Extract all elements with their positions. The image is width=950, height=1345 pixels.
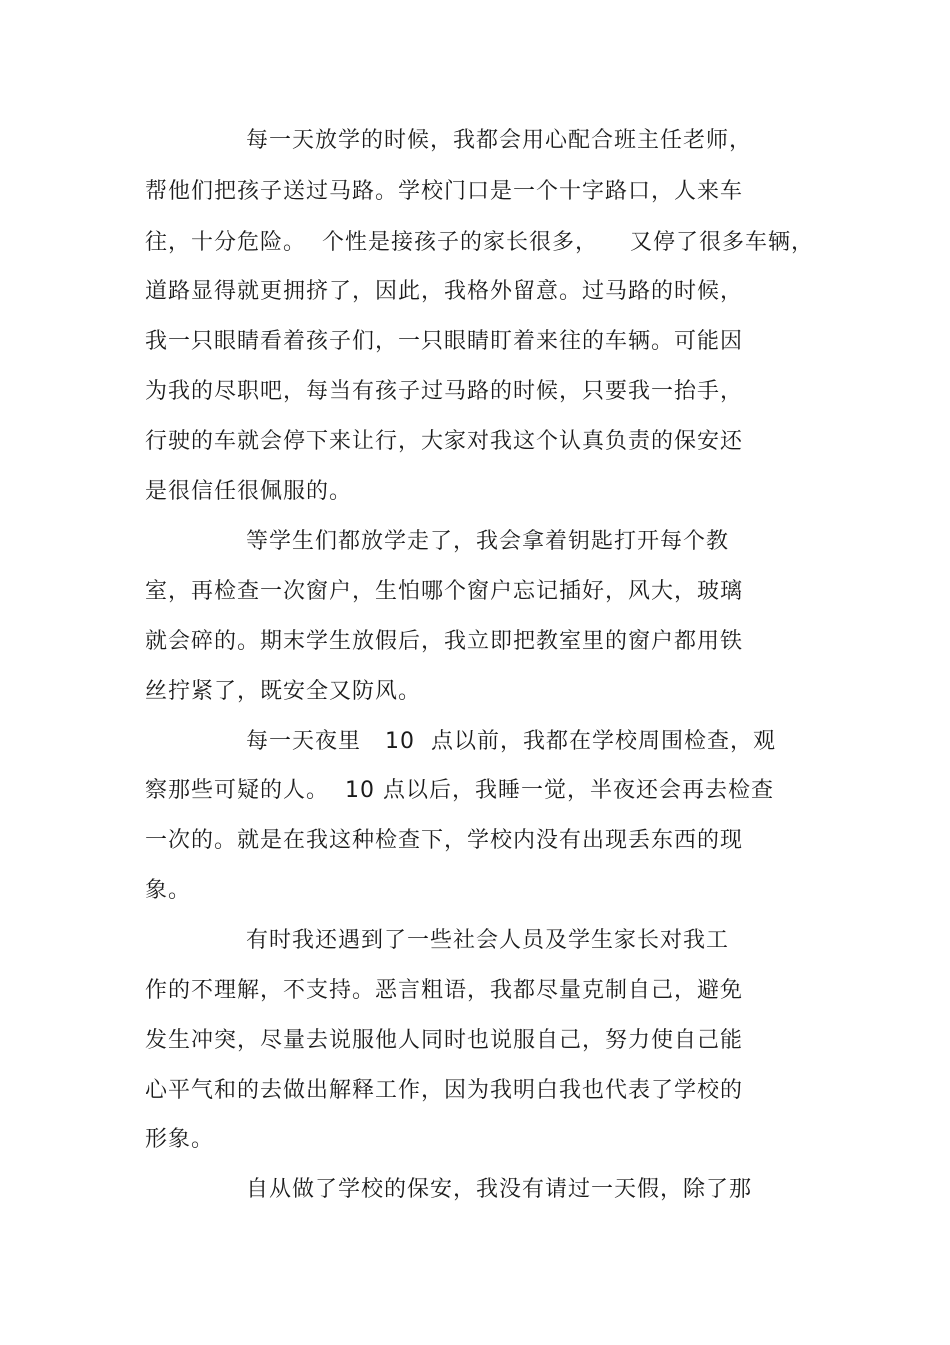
- paragraph-2-line-3: 就会碎的。期末学生放假后，我立即把教室里的窗户都用铁: [145, 629, 744, 654]
- paragraph-4-line-5: 形象。: [145, 1127, 215, 1152]
- paragraph-3-line-3: 一次的。就是在我这种检查下，学校内没有出现丢东西的现: [145, 828, 744, 853]
- paragraph-3-line-4: 象。: [145, 878, 192, 903]
- paragraph-5-line-1: 自从做了学校的保安，我没有请过一天假，除了那: [246, 1177, 753, 1202]
- paragraph-2-line-1: 等学生们都放学走了，我会拿着钥匙打开每个教: [246, 529, 730, 554]
- paragraph-1-line-2: 帮他们把孩子送过马路。学校门口是一个十字路口，人来车: [145, 179, 744, 204]
- paragraph-2-line-2: 室，再检查一次窗户，生怕哪个窗户忘记插好，风大，玻璃: [145, 579, 744, 604]
- paragraph-4-line-3: 发生冲突，尽量去说服他人同时也说服自己，努力使自己能: [145, 1028, 744, 1053]
- paragraph-1-line-3: 往，十分危险。 个性是接孩子的家长很多， 又停了很多车辆，: [145, 230, 814, 255]
- paragraph-2-line-4: 丝拧紧了，既安全又防风。: [145, 679, 422, 704]
- paragraph-1-line-1: 每一天放学的时候，我都会用心配合班主任老师，: [246, 128, 753, 153]
- paragraph-3-line-1: 每一天夜里 10 点以前，我都在学校周围检查，观: [246, 729, 776, 754]
- paragraph-3-line-2: 察那些可疑的人。 10 点以后，我睡一觉，半夜还会再去检查: [145, 778, 774, 803]
- paragraph-4-line-1: 有时我还遇到了一些社会人员及学生家长对我工: [246, 928, 730, 953]
- paragraph-1-line-5: 我一只眼睛看着孩子们，一只眼睛盯着来往的车辆。可能因: [145, 329, 744, 354]
- paragraph-1-line-4: 道路显得就更拥挤了，因此，我格外留意。过马路的时候，: [145, 279, 744, 304]
- paragraph-4-line-2: 作的不理解，不支持。恶言粗语，我都尽量克制自己，避免: [145, 978, 744, 1003]
- paragraph-1-line-6: 为我的尽职吧，每当有孩子过马路的时候，只要我一抬手，: [145, 379, 744, 404]
- paragraph-1-line-7: 行驶的车就会停下来让行，大家对我这个认真负责的保安还: [145, 429, 744, 454]
- paragraph-4-line-4: 心平气和的去做出解释工作，因为我明白我也代表了学校的: [145, 1078, 744, 1103]
- paragraph-1-line-8: 是很信任很佩服的。: [145, 479, 353, 504]
